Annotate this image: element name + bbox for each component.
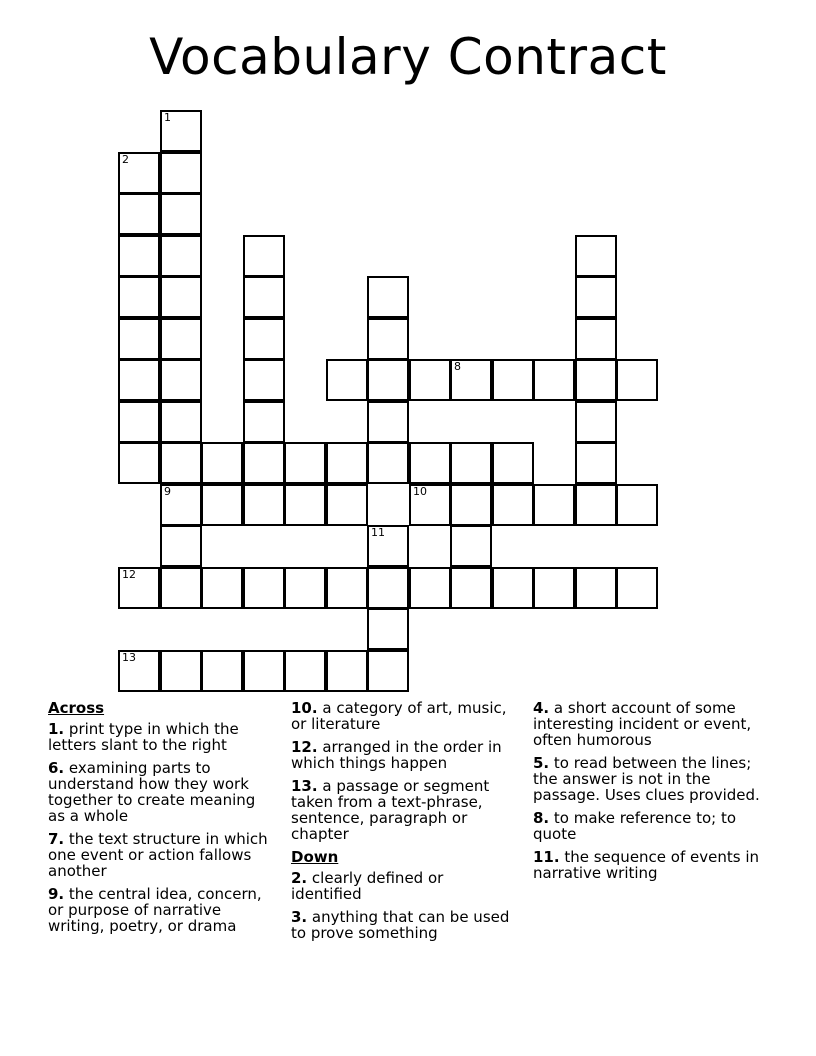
grid-cell[interactable] — [367, 608, 409, 650]
clue-number: 1. — [48, 720, 65, 738]
grid-cell[interactable] — [118, 442, 160, 484]
clue-number: 3. — [291, 908, 308, 926]
grid-cell[interactable] — [118, 193, 160, 235]
grid-cell[interactable] — [118, 567, 160, 609]
grid-cell[interactable] — [160, 525, 202, 567]
grid-cell[interactable] — [284, 650, 326, 692]
grid-cell[interactable] — [575, 276, 617, 318]
grid-cell[interactable] — [575, 235, 617, 277]
grid-cell[interactable] — [575, 401, 617, 443]
grid-cell[interactable] — [201, 567, 243, 609]
clue-across-1 — [48, 721, 274, 753]
grid-cell[interactable] — [533, 567, 575, 609]
clue-number: 13. — [291, 777, 318, 795]
grid-cell[interactable] — [243, 650, 285, 692]
clue-text: a short account of some interesting incident or event, often humorous — [533, 699, 752, 749]
grid-cell[interactable] — [367, 401, 409, 443]
grid-cell[interactable] — [160, 442, 202, 484]
clue-number: 2. — [291, 869, 308, 887]
grid-cell[interactable] — [326, 567, 368, 609]
clue-number: 7. — [48, 830, 65, 848]
grid-cell[interactable] — [409, 359, 451, 401]
grid-cell[interactable] — [367, 318, 409, 360]
grid-cell[interactable] — [160, 193, 202, 235]
grid-cell[interactable] — [201, 442, 243, 484]
clue-number-label: 12 — [122, 568, 136, 581]
grid-cell[interactable] — [160, 359, 202, 401]
grid-cell[interactable] — [243, 235, 285, 277]
clue-number-label: 10 — [413, 485, 427, 498]
grid-cell[interactable] — [160, 650, 202, 692]
clue-text: arranged in the order in which things happen — [291, 738, 502, 772]
clue-text: anything that can be used to prove something — [291, 908, 510, 942]
clues-column-2 — [291, 700, 517, 948]
grid-cell[interactable] — [243, 442, 285, 484]
clue-down-3 — [291, 909, 517, 941]
grid-cell[interactable] — [492, 359, 534, 401]
clue-text: a passage or segment taken from a text-phrase, sentence, paragraph or chapter — [291, 777, 490, 843]
clue-text: to read between the lines; the answer is not in the passage. Uses clues provided. — [533, 754, 760, 804]
clues-column-1 — [48, 700, 274, 941]
clues-column-3 — [533, 700, 768, 888]
grid-cell[interactable] — [326, 484, 368, 526]
grid-cell[interactable] — [616, 567, 658, 609]
clue-text: the text structure in which one event or action fallows another — [48, 830, 268, 880]
clue-across-6 — [48, 760, 274, 824]
grid-cell[interactable] — [243, 276, 285, 318]
clue-down-2 — [291, 870, 517, 902]
clue-number: 8. — [533, 809, 550, 827]
clue-across-7 — [48, 831, 274, 879]
clue-number-label: 13 — [122, 651, 136, 664]
grid-cell[interactable] — [160, 235, 202, 277]
grid-cell[interactable] — [616, 359, 658, 401]
grid-cell[interactable] — [284, 442, 326, 484]
grid-cell[interactable] — [450, 484, 492, 526]
clue-text: the sequence of events in narrative writing — [533, 848, 760, 882]
grid-cell[interactable] — [160, 401, 202, 443]
clue-number-label: 8 — [454, 360, 461, 373]
grid-cell[interactable] — [450, 567, 492, 609]
clue-number: 9. — [48, 885, 65, 903]
grid-cell[interactable] — [367, 359, 409, 401]
grid-cell[interactable] — [284, 484, 326, 526]
grid-cell[interactable] — [118, 318, 160, 360]
grid-cell[interactable] — [367, 442, 409, 484]
grid-cell[interactable] — [367, 525, 409, 567]
clue-down-8 — [533, 810, 768, 842]
clue-text: print type in which the letters slant to the right — [48, 720, 239, 754]
grid-cell[interactable] — [367, 650, 409, 692]
clue-across-9 — [48, 886, 274, 934]
grid-cell[interactable] — [118, 235, 160, 277]
clue-text: to make reference to; to quote — [533, 809, 737, 843]
grid-cell[interactable] — [326, 359, 368, 401]
grid-cell[interactable] — [160, 484, 202, 526]
clue-text: a category of art, music, or literature — [291, 699, 507, 733]
grid-cell[interactable] — [118, 152, 160, 194]
grid-cell[interactable] — [409, 484, 451, 526]
grid-cell[interactable] — [118, 359, 160, 401]
grid-cell[interactable] — [160, 567, 202, 609]
grid-cell[interactable] — [492, 567, 534, 609]
grid-cell[interactable] — [575, 442, 617, 484]
clue-down-5 — [533, 755, 768, 803]
grid-cell[interactable] — [118, 650, 160, 692]
grid-cell[interactable] — [160, 110, 202, 152]
clue-text: examining parts to understand how they work together to create meaning as a whole — [48, 759, 256, 825]
grid-cell[interactable] — [284, 567, 326, 609]
grid-cell[interactable] — [575, 318, 617, 360]
clue-number-label: 9 — [164, 485, 171, 498]
clue-down-11 — [533, 849, 768, 881]
grid-cell[interactable] — [160, 152, 202, 194]
across-heading: Across — [48, 699, 105, 717]
grid-cell[interactable] — [160, 318, 202, 360]
clue-number: 12. — [291, 738, 318, 756]
clue-text: the central idea, concern, or purpose of narrative writing, poetry, or drama — [48, 885, 262, 935]
grid-cell[interactable] — [533, 359, 575, 401]
grid-cell[interactable] — [450, 525, 492, 567]
clue-across-13 — [291, 778, 517, 842]
grid-cell[interactable] — [243, 318, 285, 360]
grid-cell[interactable] — [367, 276, 409, 318]
clue-number: 4. — [533, 699, 550, 717]
grid-cell[interactable] — [243, 401, 285, 443]
clue-number: 5. — [533, 754, 550, 772]
clue-across-12 — [291, 739, 517, 771]
grid-cell[interactable] — [450, 359, 492, 401]
page-title: Vocabulary Contract — [149, 28, 667, 86]
grid-cell[interactable] — [575, 484, 617, 526]
clue-number: 11. — [533, 848, 560, 866]
grid-cell[interactable] — [492, 442, 534, 484]
grid-cell[interactable] — [616, 484, 658, 526]
grid-cell[interactable] — [409, 567, 451, 609]
grid-cell[interactable] — [575, 359, 617, 401]
grid-cell[interactable] — [367, 567, 409, 609]
clue-down-4 — [533, 700, 768, 748]
grid-cell[interactable] — [533, 484, 575, 526]
grid-cell[interactable] — [243, 484, 285, 526]
grid-cell[interactable] — [575, 567, 617, 609]
grid-cell[interactable] — [118, 401, 160, 443]
grid-cell[interactable] — [243, 567, 285, 609]
grid-cell[interactable] — [450, 442, 492, 484]
clue-across-10 — [291, 700, 517, 732]
down-heading: Down — [291, 848, 339, 866]
grid-cell[interactable] — [201, 484, 243, 526]
grid-cell[interactable] — [326, 442, 368, 484]
grid-cell[interactable] — [492, 484, 534, 526]
grid-cell[interactable] — [409, 442, 451, 484]
grid-cell[interactable] — [118, 276, 160, 318]
grid-cell[interactable] — [160, 276, 202, 318]
clue-text: clearly defined or identified — [291, 869, 444, 903]
clue-number-label: 1 — [164, 111, 171, 124]
clue-number: 10. — [291, 699, 318, 717]
grid-cell[interactable] — [326, 650, 368, 692]
grid-cell[interactable] — [201, 650, 243, 692]
grid-cell[interactable] — [243, 359, 285, 401]
clue-number-label: 2 — [122, 153, 129, 166]
clue-number-label: 11 — [371, 526, 385, 539]
clue-number: 6. — [48, 759, 65, 777]
